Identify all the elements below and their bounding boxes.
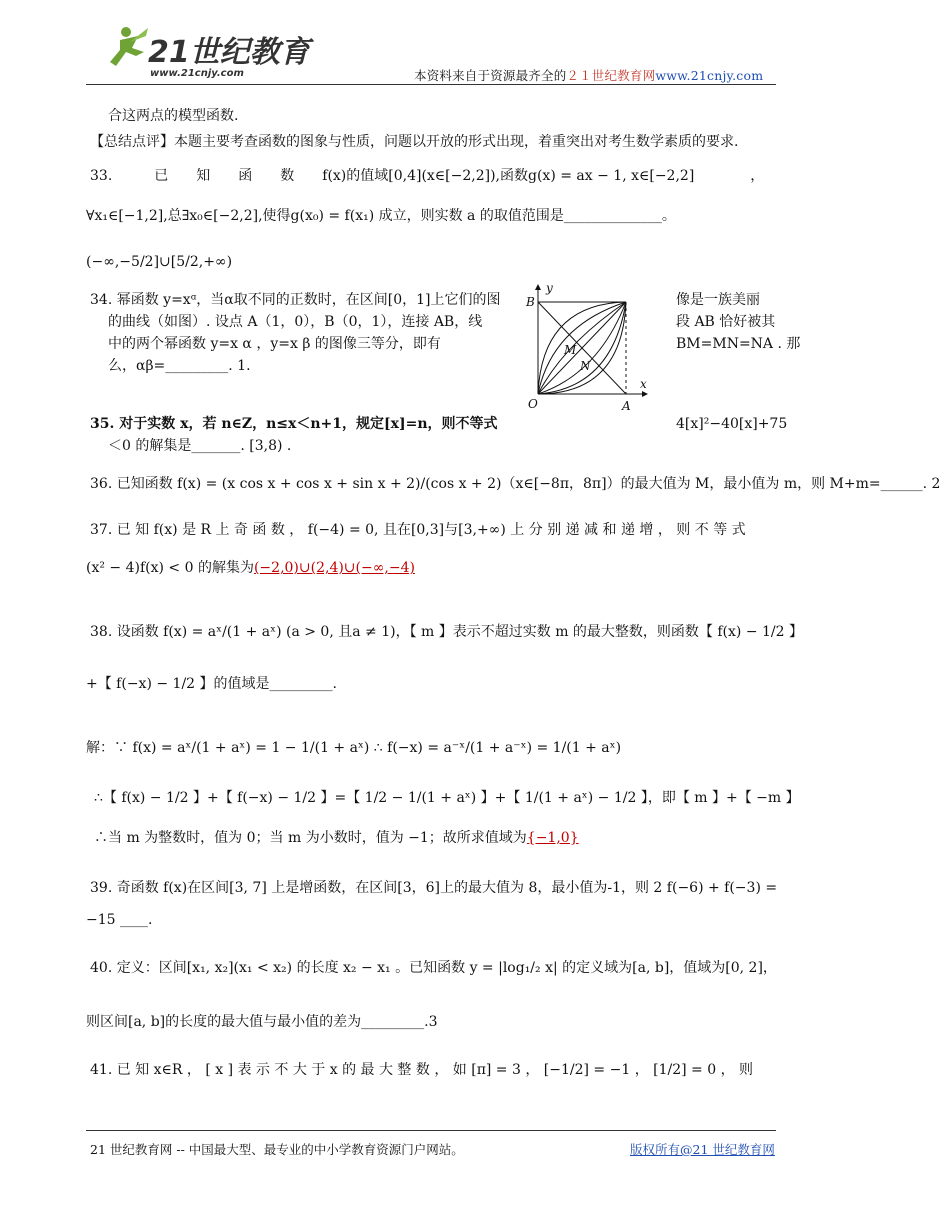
question-40-line1: 40. 定义：区间[x₁, x₂](x₁ < x₂) 的长度 x₂ − x₁ 。已知函数 y = |log₁/₂ x| 的定义域为[a, b]，值域为[0, 2]， xyxy=(90,960,777,976)
question-33-answer: (−∞,−5/2]∪[5/2,+∞) xyxy=(86,254,233,270)
question-34-line3-right: BM=MN=NA . 那 xyxy=(676,336,801,352)
question-39-line2: −15 ____. xyxy=(86,912,153,928)
svg-text:B: B xyxy=(526,295,535,309)
svg-text:O: O xyxy=(528,397,538,411)
question-34-line4: 么，αβ=_________. 1. xyxy=(108,358,251,374)
question-33-line1: 33. 已 知 函 数 f(x)的值域[0,4](x∈[−2,2]),函数g(x) = ax − 1, x∈[−2,2] ， xyxy=(90,168,765,184)
question-34-line3: 中的两个幂函数 y=x α ，y=x β 的图像三等分，即有 xyxy=(108,336,441,352)
question-37-line1: 37. 已 知 f(x) 是 R 上 奇 函 数 ， f(−4) = 0, 且在[0,3]与[3,+∞) 上 分 别 递 减 和 递 增 ， 则 不 等 式 xyxy=(90,522,746,538)
svg-text:M: M xyxy=(564,343,577,357)
question-39-line1: 39. 奇函数 f(x)在区间[3, 7] 上是增函数，在区间[3，6]上的最大值为 8，最小值为-1，则 2 f(−6) + f(−3) = xyxy=(90,880,778,896)
question-38-line2: +【 f(−x) − 1/2 】的值域是_________. xyxy=(86,676,337,692)
question-35-line2: ＜0 的解集是_______. [3,8) . xyxy=(108,438,292,454)
svg-text:www.21cnjy.com: www.21cnjy.com xyxy=(150,68,244,79)
solution-line1: 解：∵ f(x) = aˣ/(1 + aˣ) = 1 − 1/(1 + aˣ) ∴ f(−x) = a⁻ˣ/(1 + a⁻ˣ) = 1/(1 + aˣ) xyxy=(86,740,622,756)
question-36: 36. 已知函数 f(x) = (x cos x + cos x + sin x + 2)/(cos x + 2)（x∈[−8π，8π]）的最大值为 M，最小值为 m，则 M+m=______. 2 xyxy=(90,476,940,492)
question-34-line1-right: 像是一族美丽 xyxy=(676,292,760,308)
solution-line3: ∴当 m 为整数时，值为 0；当 m 为小数时，值为 −1；故所求值域为{−1,0} xyxy=(94,830,579,846)
footer-divider xyxy=(86,1130,776,1131)
svg-text:21世纪教育: 21世纪教育 xyxy=(148,35,310,70)
text-line: 合这两点的模型函数. xyxy=(108,108,239,124)
power-function-graph xyxy=(518,282,652,414)
question-37-answer: (−2,0)∪(2,4)∪(−∞,−4) xyxy=(253,560,415,576)
header-note: 本资料来自于资源最齐全的２１世纪教育网www.21cnjy.com xyxy=(414,68,764,83)
question-38-line1: 38. 设函数 f(x) = aˣ/(1 + aˣ) (a > 0, 且a ≠ 1)，【 m 】表示不超过实数 m 的最大整数，则函数【 f(x) − 1/2 】 xyxy=(90,624,803,640)
svg-text:y: y xyxy=(546,281,553,295)
header-divider xyxy=(86,84,776,85)
question-34-line2-right: 段 AB 恰好被其 xyxy=(676,314,776,330)
question-35-line1-right: 4[x]²−40[x]+75 xyxy=(676,416,788,432)
question-35-line1: 35. 对于实数 x，若 n∈Z，n≤x＜n+1，规定[x]=n，则不等式 xyxy=(90,416,498,432)
site-logo xyxy=(86,22,310,82)
question-34-line1: 34. 幂函数 y=xᵅ，当α取不同的正数时，在区间[0，1]上它们的图 xyxy=(90,292,501,308)
question-40-line2: 则区间[a, b]的长度的最大值与最小值的差为_________.3 xyxy=(86,1014,438,1030)
svg-text:N: N xyxy=(580,359,591,373)
solution-answer: {−1,0} xyxy=(526,830,579,846)
svg-text:x: x xyxy=(640,377,647,391)
solution-line2: ∴【 f(x) − 1/2 】+【 f(−x) − 1/2 】=【 1/2 − 1/(1 + aˣ) 】+【 1/(1 + aˣ) − 1/2 】，即【 m 】+【 −m 】 xyxy=(94,790,800,806)
footer-text: 21 世纪教育网 -- 中国最大型、最专业的中小学教育资源门户网站。 xyxy=(90,1142,464,1157)
header-url-link[interactable]: www.21cnjy.com xyxy=(655,68,764,83)
question-41: 41. 已 知 x∈R ， [ x ] 表 示 不 大 于 x 的 最 大 整 数 ， 如 [π] = 3 ， [−1/2] = −1 ， [1/2] = 0 ， 则 xyxy=(90,1062,754,1078)
copyright-link[interactable]: 版权所有@21 世纪教育网 xyxy=(630,1142,775,1157)
question-34-line2: 的曲线（如图）. 设点 A（1，0），B（0，1），连接 AB，线 xyxy=(108,314,483,330)
question-37-line2: (x² − 4)f(x) < 0 的解集为(−2,0)∪(2,4)∪(−∞,−4) xyxy=(86,560,415,576)
question-33-line2: ∀x₁∈[−1,2],总∃x₀∈[−2,2],使得g(x₀) = f(x₁) 成立，则实数 a 的取值范围是______________。 xyxy=(86,208,676,224)
summary-comment: 【总结点评】本题主要考查函数的图象与性质，问题以开放的形式出现，着重突出对考生数学素质的要求. xyxy=(90,134,739,150)
svg-text:A: A xyxy=(622,399,631,413)
